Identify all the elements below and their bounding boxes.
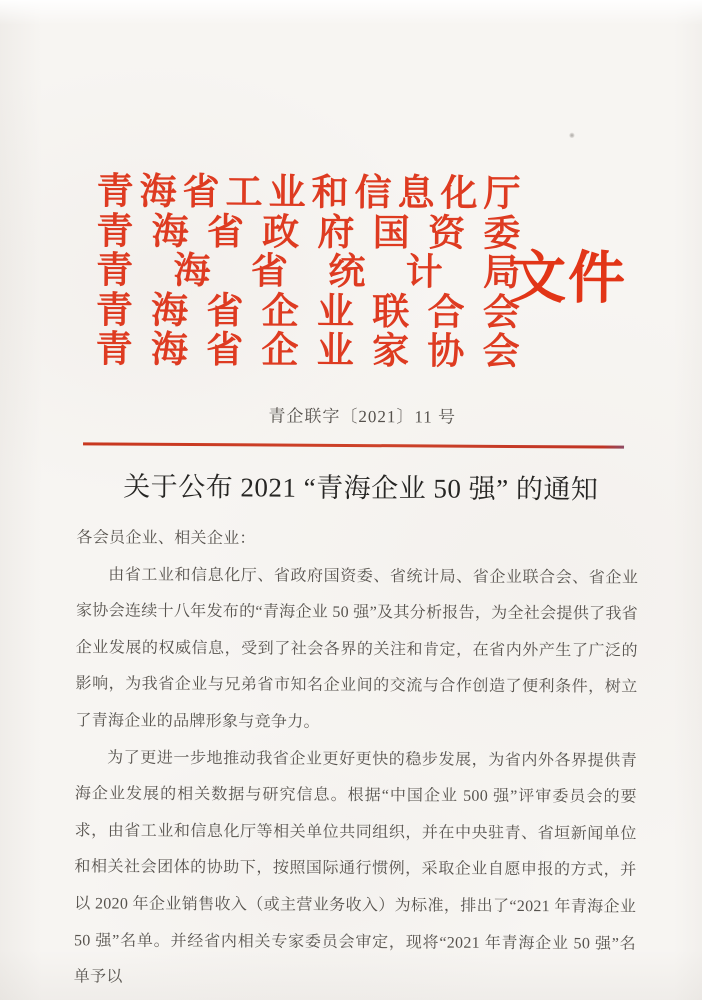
org-name-line: 青海省工业和信息化厅: [96, 171, 521, 216]
org-name-line: 青海省统计局: [95, 250, 521, 295]
org-name-line: 青海省企业联合会: [95, 289, 520, 334]
letterhead-divider-rule: [83, 442, 624, 448]
doc-reference-number: 青企联字〔2021〕11 号: [268, 406, 457, 427]
document-title: 关于公布 2021 “青海企业 50 强” 的通知: [123, 471, 599, 505]
letterhead-org-list: [95, 172, 520, 372]
org-name-line: 青海省企业家协会: [95, 329, 520, 374]
document-type-label: 文件: [508, 246, 628, 311]
document-body: [74, 520, 639, 999]
salutation-line: 各会员企业、相关企业：: [76, 529, 256, 548]
body-paragraph-2: 为了更进一步地推动我省企业更好更快的稳步发展，为省内外各界提供青海企业发展的相关数据与研究信息。根据“中国企业 500 强”评审委员会的要求，由省工业和信息化厅等相关单位共同组织，并在中央驻青、省垣新闻单位和相关社会团体的协助下，按照国际通行惯例，采取企业自愿申报的方式，并以 2020 年企业销售收入（或主营业务收入）为标准，排出了“2021 年青海企业 50 强”名单。并经省内相关专家委员会审定，现将“2021 年青海企业 50 强”名单予以: [73, 749, 638, 986]
scan-speck: [569, 132, 575, 138]
body-paragraph-1: 由省工业和信息化厅、省政府国资委、省统计局、省企业联合会、省企业家协会连续十八年发布的“青海企业 50 强”及其分析报告，为全社会提供了我省企业发展的权威信息，受到了社会各界的关注和肯定，在省内外产生了广泛的影响，为我省企业与兄弟省市知名企业间的交流与合作创造了便利条件，树立了青海企业的品牌形象与竞争力。: [75, 566, 639, 731]
org-name-line: 青海省政府国资委: [96, 210, 521, 255]
